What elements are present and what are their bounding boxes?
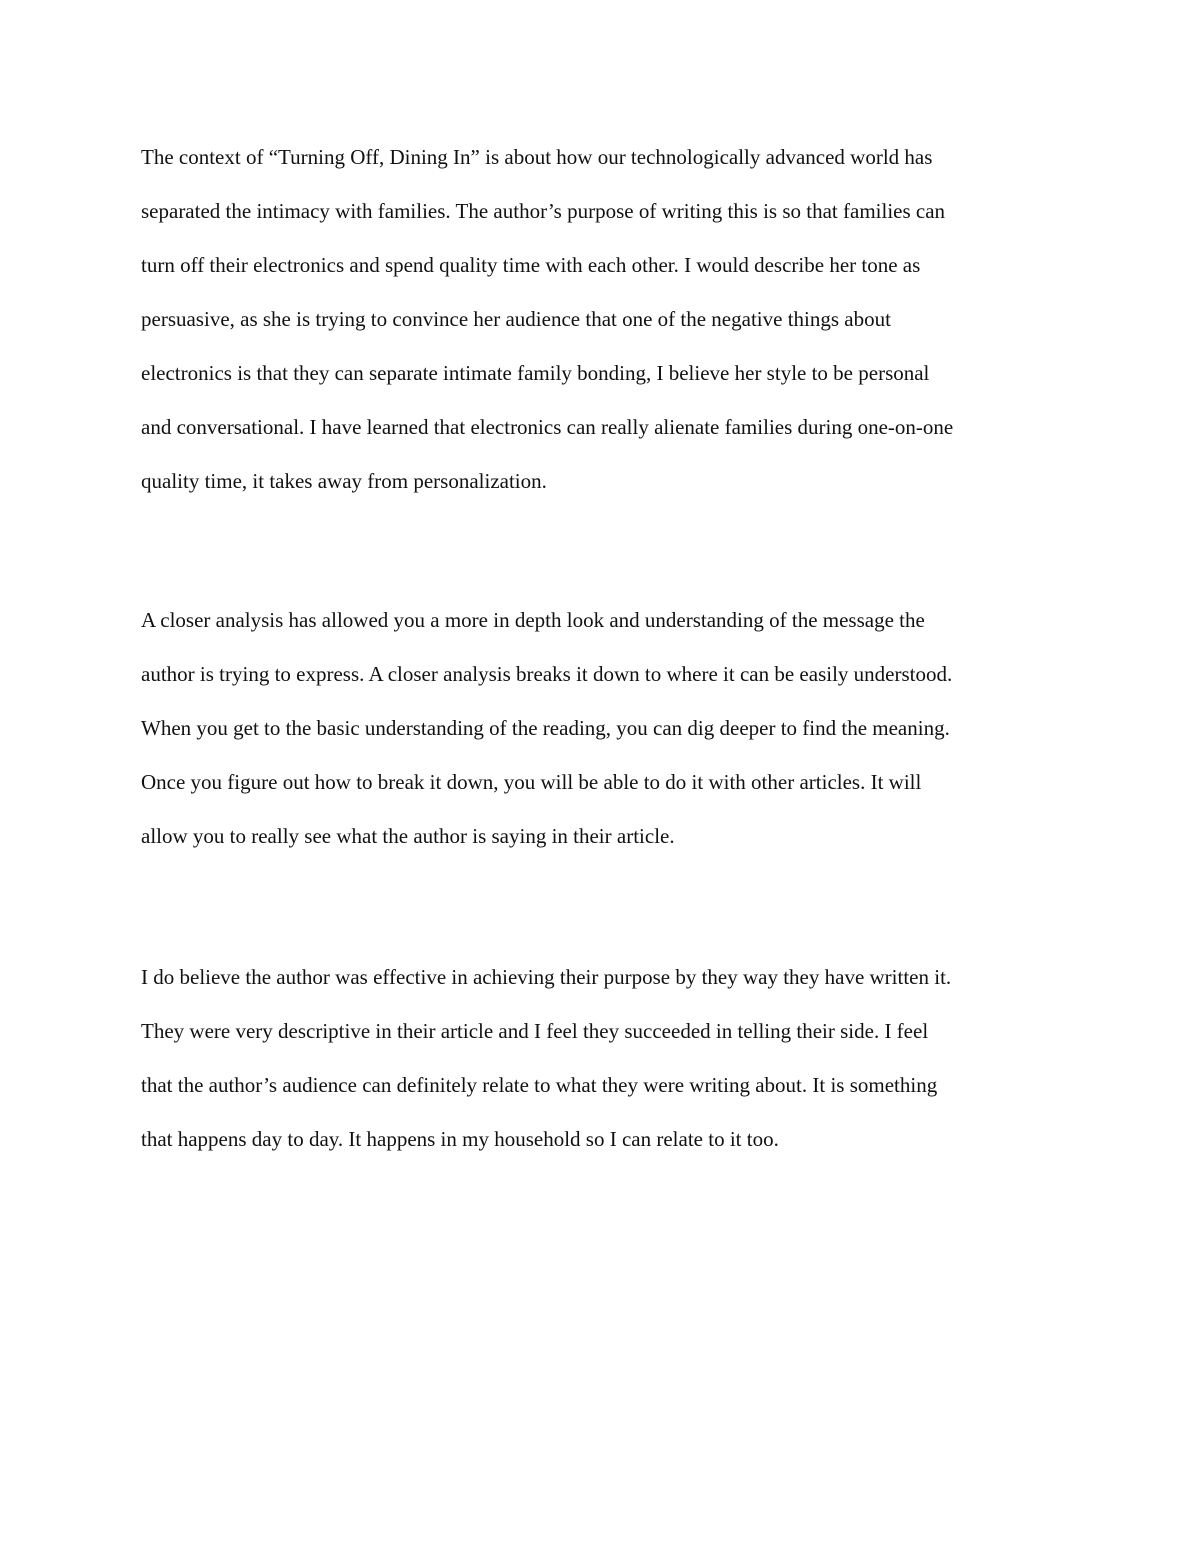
text-line: turn off their electronics and spend quality time with each other. I would describe her tone as <box>141 253 921 277</box>
text-line: A closer analysis has allowed you a more in depth look and understanding of the message the <box>141 608 925 632</box>
text-line: and conversational. I have learned that electronics can really alienate families during one-on-one <box>141 415 954 439</box>
text-line: I do believe the author was effective in achieving their purpose by they way they have written it. <box>141 965 952 989</box>
text-line: author is trying to express. A closer analysis breaks it down to where it can be easily understood. <box>141 662 953 686</box>
text-line: When you get to the basic understanding of the reading, you can dig deeper to find the meaning. <box>141 716 950 740</box>
text-line: persuasive, as she is trying to convince her audience that one of the negative things about <box>141 307 891 331</box>
text-line: that happens day to day. It happens in my household so I can relate to it too. <box>141 1127 779 1151</box>
text-line: Once you figure out how to break it down, you will be able to do it with other articles. It will <box>141 770 922 794</box>
text-line: allow you to really see what the author is saying in their article. <box>141 824 675 848</box>
text-line: quality time, it takes away from personalization. <box>141 469 547 493</box>
text-line: They were very descriptive in their article and I feel they succeeded in telling their side. I feel <box>141 1019 929 1043</box>
paragraph-context <box>141 130 1071 508</box>
text-line: separated the intimacy with families. The author’s purpose of writing this is so that families can <box>141 199 946 223</box>
text-line: The context of “Turning Off, Dining In” is about how our technologically advanced world has <box>141 145 933 169</box>
paragraph-closer-analysis <box>141 593 1071 863</box>
text-line: that the author’s audience can definitely relate to what they were writing about. It is something <box>141 1073 938 1097</box>
text-line: electronics is that they can separate intimate family bonding, I believe her style to be personal <box>141 361 930 385</box>
paragraph-effectiveness <box>141 950 1071 1166</box>
